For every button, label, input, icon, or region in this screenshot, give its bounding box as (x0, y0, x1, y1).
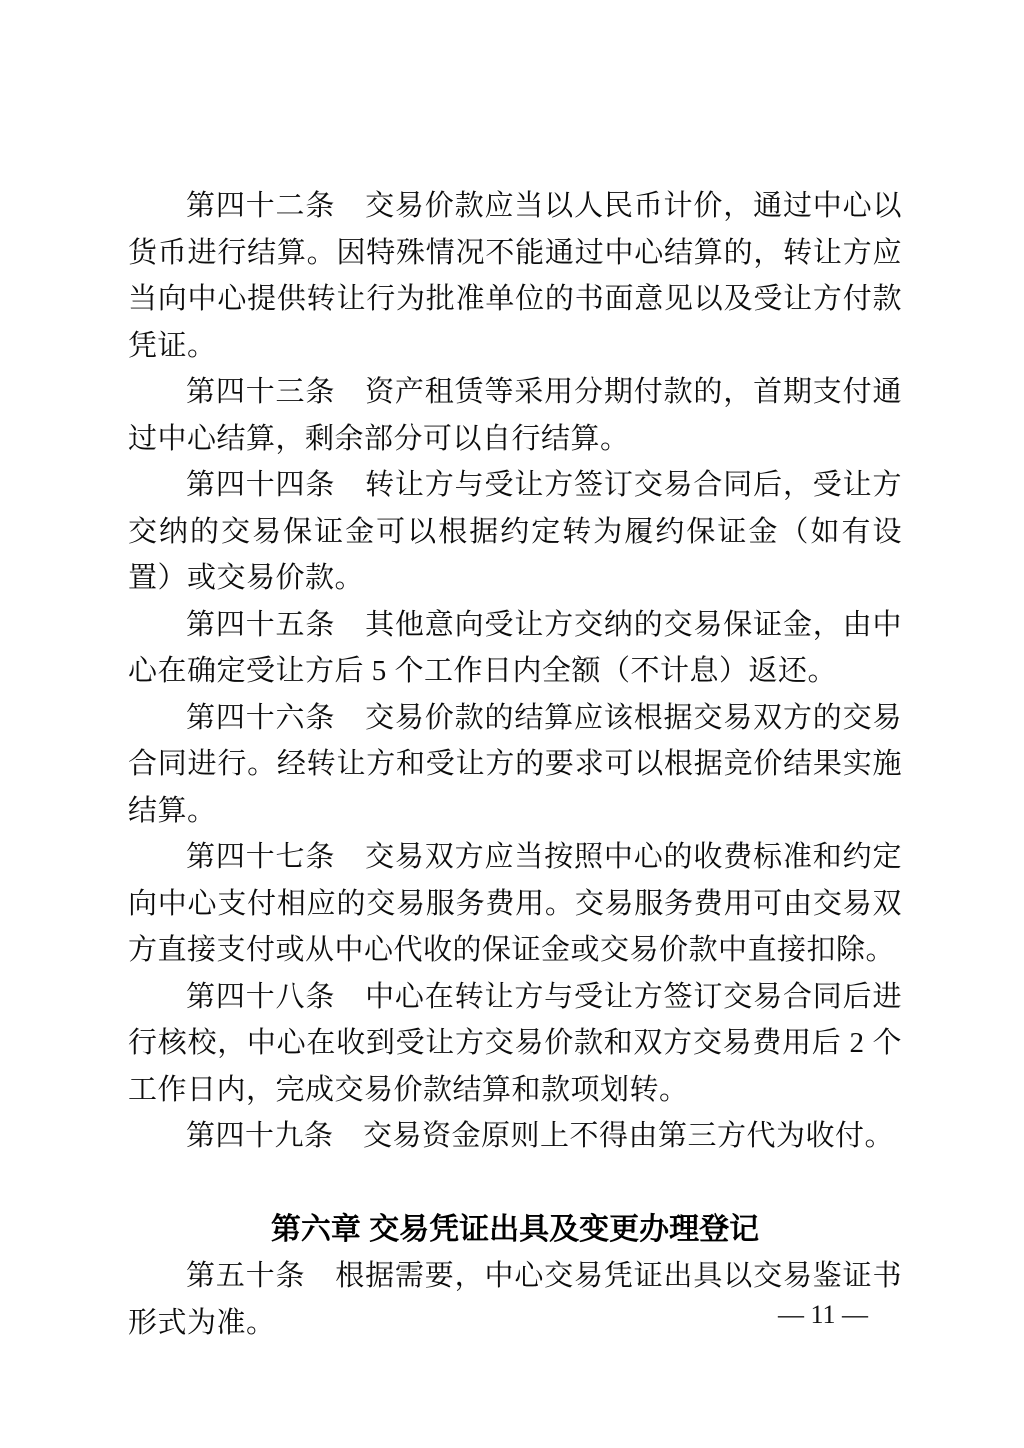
document-content (128, 183, 902, 1346)
chapter-6-heading: 第六章 交易凭证出具及变更办理登记 (270, 1212, 760, 1246)
article-45-paragraph: 第四十五条 其他意向受让方交纳的交易保证金，由中心在确定受让方后 5 个工作日内全额（不计息）返还。 (128, 608, 902, 687)
article-42-paragraph: 第四十二条 交易价款应当以人民币计价，通过中心以货币进行结算。因特殊情况不能通过中心结算的，转让方应当向中心提供转让行为批准单位的书面意见以及受让方付款凭证。 (128, 190, 902, 362)
page-number: — 11 — (777, 1300, 868, 1329)
article-47-paragraph: 第四十七条 交易双方应当按照中心的收费标准和约定向中心支付相应的交易服务费用。交易服务费用可由交易双方直接支付或从中心代收的保证金或交易价款中直接扣除。 (128, 841, 902, 966)
article-43-paragraph: 第四十三条 资产租赁等采用分期付款的，首期支付通过中心结算，剩余部分可以自行结算。 (128, 376, 902, 455)
article-46-paragraph: 第四十六条 交易价款的结算应该根据交易双方的交易合同进行。经转让方和受让方的要求可以根据竞价结果实施结算。 (128, 701, 902, 827)
article-49-paragraph: 第四十九条 交易资金原则上不得由第三方代为收付。 (186, 1120, 895, 1152)
article-44-paragraph: 第四十四条 转让方与受让方签订交易合同后，受让方交纳的交易保证金可以根据约定转为履约保证金（如有设置）或交易价款。 (128, 469, 902, 594)
article-50-paragraph: 第五十条 根据需要，中心交易凭证出具以交易鉴证书形式为准。 (128, 1260, 902, 1339)
article-48-paragraph: 第四十八条 中心在转让方与受让方签订交易合同后进行核校，中心在收到受让方交易价款和双方交易费用后 2 个工作日内，完成交易价款结算和款项划转。 (128, 980, 902, 1106)
